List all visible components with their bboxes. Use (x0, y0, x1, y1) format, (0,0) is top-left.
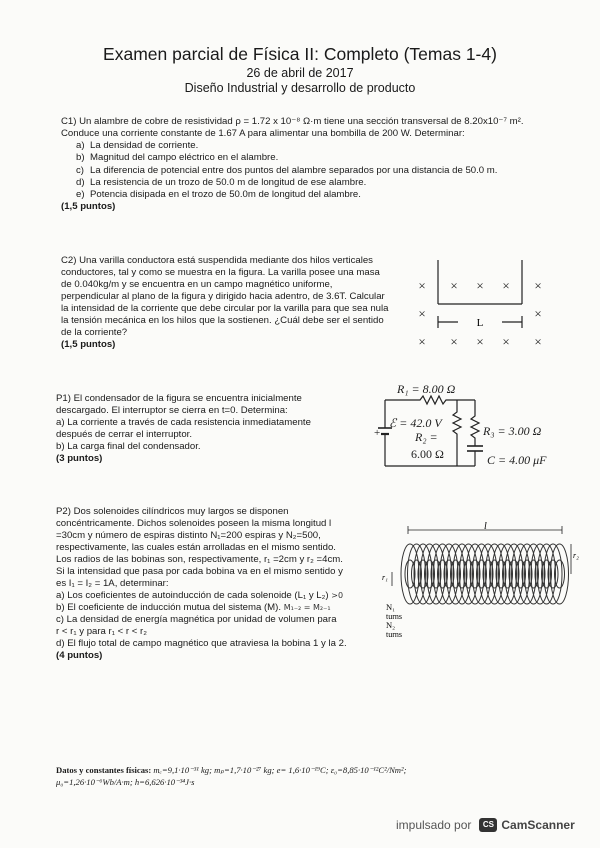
r1-label: r₁ (382, 573, 388, 582)
course-name: Diseño Industrial y desarrollo de producto (184, 81, 416, 95)
p2-line: concéntricamente. Dichos solenoides poseen la misma longitud l (56, 518, 332, 529)
p2-line: P2) Dos solenoides cilíndricos muy largos se disponen (56, 506, 289, 517)
p2-line: c) La densidad de energía magnética por unidad de volumen para (56, 614, 337, 625)
p2-line: es I₁ = I₂ = 1A, determinar: (56, 578, 169, 589)
c1-statement-2: Conduce una corriente constante de 1.67 A para alimentar una bombilla de 200 W. Determinar: (61, 128, 465, 139)
p1-line: P1) El condensador de la figura se encuentra inicialmente (56, 393, 302, 404)
r3-label: R₃ = 3.00 Ω (483, 424, 542, 438)
n1-turns: turns (386, 612, 402, 621)
problem-p2 (56, 506, 373, 662)
list-item: a) La densidad de corriente. (76, 140, 199, 151)
field-x-mark: × (476, 278, 484, 293)
constants-label: Datos y constantes físicas: (56, 765, 152, 775)
physical-constants (56, 764, 556, 788)
r1-label: R₁ = 8.00 Ω (397, 382, 456, 396)
exam-date: 26 de abril de 2017 (246, 66, 354, 80)
c2-line: perpendicular al plano de la figura y dirigido hacia adentro, de 3.6T. Calcular (61, 291, 385, 302)
watermark-brand: CamScanner (501, 818, 575, 832)
camscanner-logo-icon: CS (479, 818, 497, 832)
field-x-mark: × (450, 278, 458, 293)
field-crosses (418, 278, 541, 349)
field-x-mark: × (418, 278, 426, 293)
p1-line: después de cerrar el interruptor. (56, 429, 192, 440)
p2-line: a) Los coeficientes de autoinducción de cada solenoide (L₁ y L₂) >0 (56, 590, 344, 601)
list-item: e) Potencia disipada en el trozo de 50.0m de longitud del alambre. (76, 189, 361, 201)
c2-line: C2) Una varilla conductora está suspendida mediante dos hilos verticales (61, 255, 373, 266)
p2-line: =30cm y número de espiras distinto N₁=200 espiras y N₂=500, (56, 530, 321, 541)
c2-line: de 0.040kg/m y se encuentra en un campo magnético uniforme, (61, 279, 333, 290)
c1-statement-1: C1) Un alambre de cobre de resistividad ρ = 1.72 x 10⁻⁸ Ω·m tiene una sección transversal de 8.20x10⁻⁷ m². (61, 116, 524, 127)
rod-field-figure (410, 256, 560, 356)
p2-line: Los radios de las bobinas son, respectivamente, r₁ =2cm y r₂ =4cm. (56, 554, 343, 565)
c2-line: conductores, tal y como se muestra en la figura. La varilla posee una masa (61, 267, 380, 278)
field-x-mark: × (418, 334, 426, 349)
field-x-mark: × (534, 334, 542, 349)
question-c1 (61, 116, 561, 213)
p2-line: d) El flujo total de campo magnético que atraviesa la bobina 1 y la 2. (56, 638, 347, 649)
r2-name: R₂ = (415, 430, 438, 444)
field-x-mark: × (502, 278, 510, 293)
p1-line: b) La carga final del condensador. (56, 441, 201, 452)
p1-line: a) La corriente a través de cada resistencia inmediatamente (56, 417, 311, 428)
field-x-mark: × (450, 334, 458, 349)
c1-items (76, 140, 561, 201)
length-label: L (476, 317, 484, 329)
list-item: c) La diferencia de potencial entre dos puntos del alambre separados por una distancia de 50.0 m. (76, 164, 498, 176)
length-label: l (484, 521, 487, 532)
field-x-mark: × (418, 306, 426, 321)
n1-label: N₁ (386, 602, 396, 612)
c2-points: (1,5 puntos) (61, 339, 116, 350)
r2-label: r₂ (573, 551, 579, 560)
field-x-mark: × (534, 278, 542, 293)
p2-line: r < r₁ y para r₁ < r < r₂ (56, 626, 147, 637)
handwritten-note: M₁₋₂ = M₂₋₁ (283, 603, 331, 612)
c2-line: la intensidad de la corriente que debe circular por la varilla para que sea nula (61, 303, 389, 314)
emf-label: ℰ = 42.0 V (389, 416, 442, 430)
solenoid-figure (380, 522, 580, 642)
handwritten-note: >0 (331, 591, 344, 600)
watermark-prefix: impulsado por (396, 818, 472, 832)
c2-line: la tensión mecánica en los hilos que la sostienen. ¿Cuál debe ser el sentido (61, 315, 384, 326)
problem-p1 (56, 393, 369, 465)
list-item: d) La resistencia de un trozo de 50.0 m de longitud de ese alambre. (76, 176, 367, 188)
p1-points: (3 puntos) (56, 453, 103, 464)
exam-title: Examen parcial de Física II: Completo (Temas 1-4) (103, 44, 497, 64)
constants-line: μ₀=1,26·10⁻⁶Wb/A·m; h=6,626·10⁻³⁴J·s (56, 777, 195, 787)
constants-line: mₑ=9,1·10⁻³¹ kg; mₚ=1,7·10⁻²⁷ kg; e= 1,6·10⁻¹⁹C; ε₀=8,85·10⁻¹²C²/Nm²; (153, 765, 407, 775)
c1-points: (1,5 puntos) (61, 201, 116, 213)
battery-plus: + (374, 427, 381, 439)
p2-line: respectivamente, las cuales están arrolladas en el mismo sentido. (56, 542, 336, 553)
p2-line: Si la intensidad que pasa por cada bobina va en el mismo sentido y (56, 566, 343, 577)
p2-points: (4 puntos) (56, 650, 103, 661)
r2-value: 6.00 Ω (411, 447, 444, 461)
capacitor-label: C = 4.00 μF (487, 453, 547, 467)
question-c2 (61, 255, 406, 351)
camscanner-watermark (396, 818, 575, 832)
rc-circuit-figure (375, 378, 575, 478)
p2-line: b) El coeficiente de inducción mutua del sistema (M). M₁₋₂ = M₂₋₁ (56, 602, 331, 613)
n2-turns: turns (386, 630, 402, 639)
p1-line: descargado. El interruptor se cierra en t=0. Determina: (56, 405, 288, 416)
coil-turns (401, 544, 569, 604)
list-item: b) Magnitud del campo eléctrico en el alambre. (76, 152, 279, 164)
c2-line: de la corriente? (61, 327, 128, 338)
field-x-mark: × (534, 306, 542, 321)
field-x-mark: × (476, 334, 484, 349)
field-x-mark: × (502, 334, 510, 349)
n2-label: N₂ (386, 620, 396, 630)
